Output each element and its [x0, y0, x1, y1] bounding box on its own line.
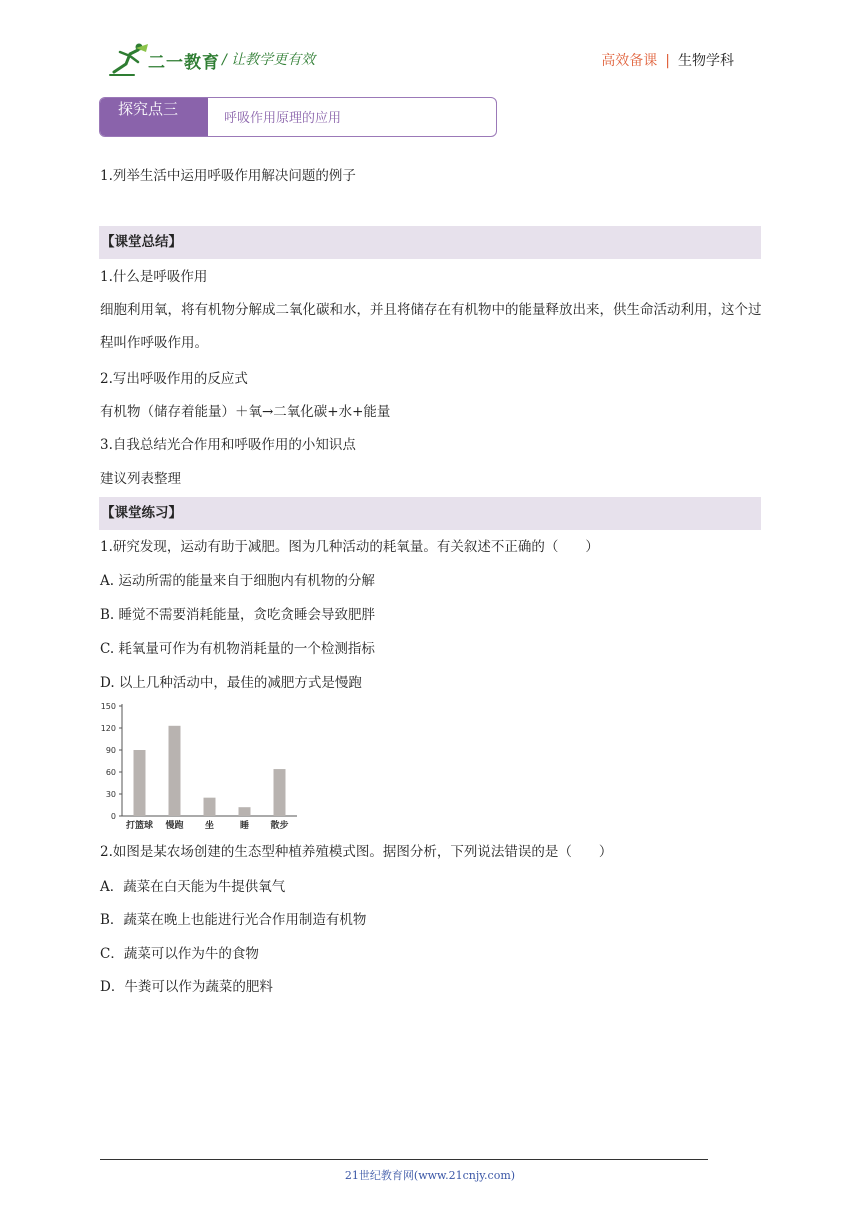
slogan: / 让教学更有效 — [222, 52, 316, 68]
y-tick-label: 30 — [105, 790, 116, 799]
q1-option-a: A. 运动所需的能量来自于细胞内有机物的分解 — [100, 573, 375, 589]
x-tick-label: 慢跑 — [165, 821, 184, 831]
q1-stem: 1.研究发现，运动有助于减肥。图为几种活动的耗氧量。有关叙述不正确的（ ） — [100, 539, 599, 555]
x-tick-label: 散步 — [270, 821, 289, 831]
q2-option-d: D．牛粪可以作为蔬菜的肥料 — [100, 979, 273, 995]
footer-divider — [100, 1159, 708, 1160]
summary-item: 建议列表整理 — [100, 471, 181, 487]
header-divider: | — [665, 53, 670, 69]
section-title: 呼吸作用原理的应用 — [224, 111, 342, 126]
q2-option-a: A．蔬菜在白天能为牛提供氧气 — [100, 879, 286, 895]
runner-logo-icon — [108, 42, 152, 78]
y-tick-label: 60 — [105, 768, 116, 777]
summary-item: 3.自我总结光合作用和呼吸作用的小知识点 — [100, 437, 356, 453]
section-tag: 探究点三 — [100, 98, 208, 136]
bar — [274, 769, 286, 816]
q1-option-c: C. 耗氧量可作为有机物消耗量的一个检测指标 — [100, 641, 375, 657]
question-list-examples: 1.列举生活中运用呼吸作用解决问题的例子 — [100, 168, 356, 184]
x-tick-label: 打篮球 — [125, 821, 154, 831]
summary-definition: 细胞利用氧，将有机物分解成二氧化碳和水，并且将储存在有机物中的能量释放出来，供生命活动利用，这个过程叫作呼吸作用。 — [100, 302, 762, 351]
x-tick-label: 睡 — [239, 821, 250, 831]
section-banner — [99, 97, 497, 137]
summary-heading: 【课堂总结】 — [99, 226, 761, 259]
header-label-prep: 高效备课 — [601, 53, 658, 69]
q1-option-b: B. 睡觉不需要消耗能量，贪吃贪睡会导致肥胖 — [100, 607, 376, 623]
y-tick-label: 120 — [100, 724, 116, 733]
header-label-subject: 生物学科 — [678, 53, 734, 69]
footer-source: 21世纪教育网(www.21cnjy.com) — [344, 1169, 516, 1182]
bar — [134, 750, 146, 816]
q1-option-d: D. 以上几种活动中，最佳的减肥方式是慢跑 — [100, 675, 362, 691]
header-subject — [601, 50, 734, 70]
summary-item: 2.写出呼吸作用的反应式 — [100, 371, 248, 387]
oxygen-consumption-chart — [100, 700, 305, 835]
y-tick-label: 90 — [105, 746, 116, 755]
q2-option-c: C．蔬菜可以作为牛的食物 — [100, 946, 259, 962]
bar — [204, 798, 216, 816]
bar — [169, 726, 181, 816]
practice-heading: 【课堂练习】 — [99, 497, 761, 530]
q2-option-b: B．蔬菜在晚上也能进行光合作用制造有机物 — [100, 912, 367, 928]
summary-equation: 有机物（储存着能量）＋氧→二氧化碳+水+能量 — [100, 404, 391, 420]
bar — [239, 807, 251, 816]
y-tick-label: 0 — [110, 812, 116, 821]
y-tick-label: 150 — [100, 702, 116, 711]
logo-text: 二一教育 — [148, 53, 220, 73]
q2-stem: 2.如图是某农场创建的生态型种植养殖模式图。据图分析，下列说法错误的是（ ） — [100, 844, 613, 860]
x-tick-label: 坐 — [204, 821, 215, 831]
summary-item: 1.什么是呼吸作用 — [100, 269, 208, 285]
